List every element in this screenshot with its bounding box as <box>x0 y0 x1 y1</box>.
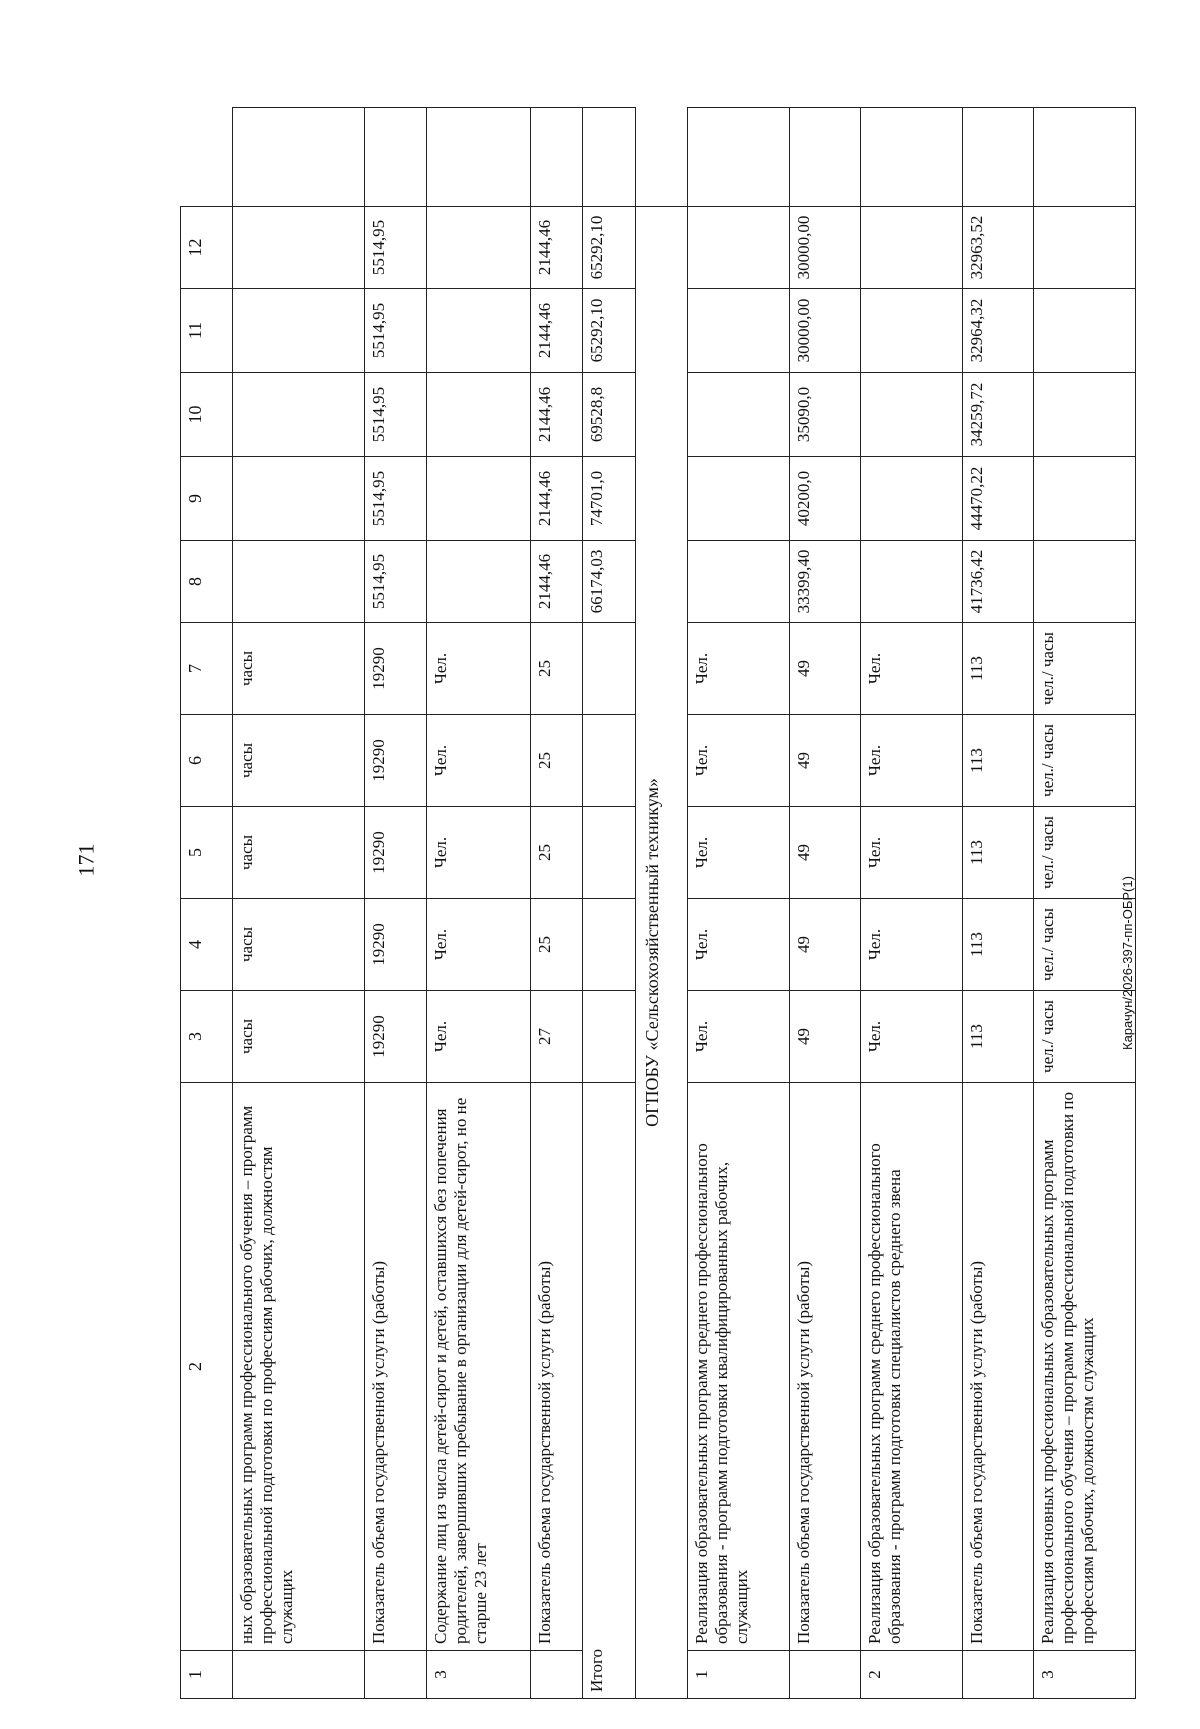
value-cell: 49 <box>790 991 860 1083</box>
value-cell <box>790 108 860 207</box>
value-cell <box>583 623 635 715</box>
footer-code: Карачун/2026-397-пп-ОБР(1) <box>1120 876 1135 1050</box>
value-cell <box>426 541 531 623</box>
value-cell <box>583 991 635 1083</box>
value-cell: 44470,22 <box>963 457 1033 541</box>
value-cell: 32963,52 <box>963 207 1033 289</box>
value-cell <box>426 207 531 289</box>
table-row <box>365 108 426 1699</box>
value-cell: Чел. <box>426 991 531 1083</box>
value-cell: 19290 <box>365 715 426 807</box>
header-cell: 8 <box>181 541 233 623</box>
table-row <box>790 108 860 1699</box>
value-cell: 65292,10 <box>583 289 635 373</box>
header-row <box>181 108 233 1699</box>
value-cell: 5514,95 <box>365 289 426 373</box>
value-cell: 113 <box>963 623 1033 715</box>
row-number <box>790 1651 860 1699</box>
value-cell <box>233 108 365 207</box>
value-cell <box>1033 108 1135 207</box>
value-cell <box>365 108 426 207</box>
value-cell <box>583 807 635 899</box>
row-name: Реализация образовательных программ среднего профессионального образования - программ подготовки специалистов среднего звена <box>860 1083 962 1651</box>
value-cell: Чел. <box>860 899 962 991</box>
budget-table <box>180 107 1136 1699</box>
value-cell <box>688 108 790 207</box>
value-cell: чел./ часы <box>1033 991 1135 1083</box>
value-cell <box>426 108 531 207</box>
value-cell: 66174,03 <box>583 541 635 623</box>
header-cell: 1 <box>181 1651 233 1699</box>
value-cell <box>233 373 365 457</box>
row-number <box>531 1651 583 1699</box>
value-cell <box>233 457 365 541</box>
value-cell: Чел. <box>860 623 962 715</box>
value-cell <box>860 541 962 623</box>
value-cell: чел./ часы <box>1033 715 1135 807</box>
header-cell: 4 <box>181 899 233 991</box>
section-row <box>635 108 687 1699</box>
value-cell: 30000,00 <box>790 289 860 373</box>
value-cell: 74701,0 <box>583 457 635 541</box>
table-body <box>181 108 1136 1699</box>
value-cell: часы <box>233 991 365 1083</box>
value-cell: Чел. <box>688 991 790 1083</box>
value-cell <box>233 541 365 623</box>
value-cell: 30000,00 <box>790 207 860 289</box>
value-cell: 49 <box>790 899 860 991</box>
value-cell: 25 <box>531 623 583 715</box>
value-cell: 2144,46 <box>531 541 583 623</box>
value-cell <box>1033 457 1135 541</box>
row-name: ных образовательных программ профессионального обучения – программ профессиональной подготовки по профессиям рабочих, должностям служащих <box>233 1083 365 1651</box>
row-number <box>365 1651 426 1699</box>
row-name: Показатель объема государственной услуги (работы) <box>531 1083 583 1651</box>
value-cell: 32964,32 <box>963 289 1033 373</box>
header-cell: 9 <box>181 457 233 541</box>
row-number: 2 <box>860 1651 962 1699</box>
value-cell: 5514,95 <box>365 373 426 457</box>
value-cell <box>1033 373 1135 457</box>
header-cell: 5 <box>181 807 233 899</box>
value-cell: 19290 <box>365 623 426 715</box>
value-cell <box>860 207 962 289</box>
value-cell <box>688 373 790 457</box>
value-cell: Чел. <box>860 991 962 1083</box>
value-cell <box>688 541 790 623</box>
value-cell: 113 <box>963 991 1033 1083</box>
header-cell: 12 <box>181 207 233 289</box>
value-cell <box>860 373 962 457</box>
value-cell: 2144,46 <box>531 207 583 289</box>
value-cell <box>860 108 962 207</box>
value-cell: 49 <box>790 715 860 807</box>
table-row <box>688 108 790 1699</box>
value-cell: Чел. <box>688 899 790 991</box>
row-number <box>233 1651 365 1699</box>
row-name: Показатель объема государственной услуги (работы) <box>790 1083 860 1651</box>
value-cell: 19290 <box>365 899 426 991</box>
value-cell <box>1033 207 1135 289</box>
value-cell: Чел. <box>426 715 531 807</box>
row-name: Содержание лиц из числа детей-сирот и детей, оставшихся без попечения родителей, завершивших пребывание в организации для детей-сирот, но не старше 23 лет <box>426 1083 531 1651</box>
value-cell <box>583 108 635 207</box>
value-cell: часы <box>233 715 365 807</box>
value-cell <box>688 207 790 289</box>
value-cell: 34259,72 <box>963 373 1033 457</box>
value-cell: 35090,0 <box>790 373 860 457</box>
header-cell: 7 <box>181 623 233 715</box>
table-row <box>963 108 1033 1699</box>
value-cell <box>583 715 635 807</box>
value-cell: часы <box>233 623 365 715</box>
value-cell: чел./ часы <box>1033 807 1135 899</box>
value-cell: 113 <box>963 715 1033 807</box>
value-cell: Чел. <box>860 807 962 899</box>
value-cell: 65292,10 <box>583 207 635 289</box>
value-cell <box>963 108 1033 207</box>
section-title: ОГПОБУ «Сельскохозяйственный техникум» <box>635 207 687 1699</box>
value-cell: Чел. <box>688 623 790 715</box>
value-cell: Чел. <box>426 807 531 899</box>
row-name: Показатель объема государственной услуги (работы) <box>963 1083 1033 1651</box>
value-cell <box>860 457 962 541</box>
value-cell <box>688 457 790 541</box>
row-number: 3 <box>1033 1651 1135 1699</box>
row-name: Реализация образовательных программ среднего профессионального образования - программ подготовки квалифицированных рабочих, служащих <box>688 1083 790 1651</box>
value-cell <box>531 108 583 207</box>
page-number: 171 <box>73 843 99 877</box>
value-cell <box>426 457 531 541</box>
value-cell: 27 <box>531 991 583 1083</box>
value-cell: 113 <box>963 899 1033 991</box>
header-cell: 2 <box>181 1083 233 1651</box>
value-cell: 2144,46 <box>531 457 583 541</box>
value-cell: 40200,0 <box>790 457 860 541</box>
value-cell <box>583 899 635 991</box>
value-cell: 2144,46 <box>531 373 583 457</box>
rotated-table-wrapper <box>180 107 1136 1699</box>
row-number <box>963 1651 1033 1699</box>
value-cell: чел./ часы <box>1033 899 1135 991</box>
value-cell: Чел. <box>426 623 531 715</box>
value-cell: Чел. <box>688 807 790 899</box>
value-cell: 2144,46 <box>531 289 583 373</box>
value-cell: 113 <box>963 807 1033 899</box>
value-cell <box>426 289 531 373</box>
table-row <box>233 108 365 1699</box>
value-cell: Чел. <box>688 715 790 807</box>
value-cell <box>426 373 531 457</box>
row-name: Показатель объема государственной услуги (работы) <box>365 1083 426 1651</box>
row-name: Реализация основных профессиональных образовательных программ профессионального обучения – программ профессиональной подготовки по профессиям рабочих, должностям служащих <box>1033 1083 1135 1651</box>
row-number: 3 <box>426 1651 531 1699</box>
value-cell <box>860 289 962 373</box>
header-cell: 11 <box>181 289 233 373</box>
table-row <box>531 108 583 1699</box>
value-cell: часы <box>233 807 365 899</box>
value-cell: 41736,42 <box>963 541 1033 623</box>
table-row <box>583 108 635 1699</box>
value-cell <box>1033 289 1135 373</box>
value-cell <box>233 289 365 373</box>
value-cell: 25 <box>531 807 583 899</box>
value-cell: 69528,8 <box>583 373 635 457</box>
header-cell: 10 <box>181 373 233 457</box>
value-cell: Чел. <box>426 899 531 991</box>
value-cell: 49 <box>790 623 860 715</box>
value-cell: 5514,95 <box>365 541 426 623</box>
value-cell: 5514,95 <box>365 207 426 289</box>
header-cell: 6 <box>181 715 233 807</box>
value-cell: часы <box>233 899 365 991</box>
header-cell: 3 <box>181 991 233 1083</box>
value-cell: Чел. <box>860 715 962 807</box>
value-cell: 19290 <box>365 807 426 899</box>
value-cell: 33399,40 <box>790 541 860 623</box>
value-cell: 25 <box>531 899 583 991</box>
value-cell: 19290 <box>365 991 426 1083</box>
value-cell <box>233 207 365 289</box>
value-cell: 25 <box>531 715 583 807</box>
value-cell <box>688 289 790 373</box>
value-cell: 49 <box>790 807 860 899</box>
total-label: Итого <box>583 1083 635 1699</box>
table-row <box>426 108 531 1699</box>
value-cell: 5514,95 <box>365 457 426 541</box>
value-cell: чел./ часы <box>1033 623 1135 715</box>
row-number: 1 <box>688 1651 790 1699</box>
table-row <box>860 108 962 1699</box>
